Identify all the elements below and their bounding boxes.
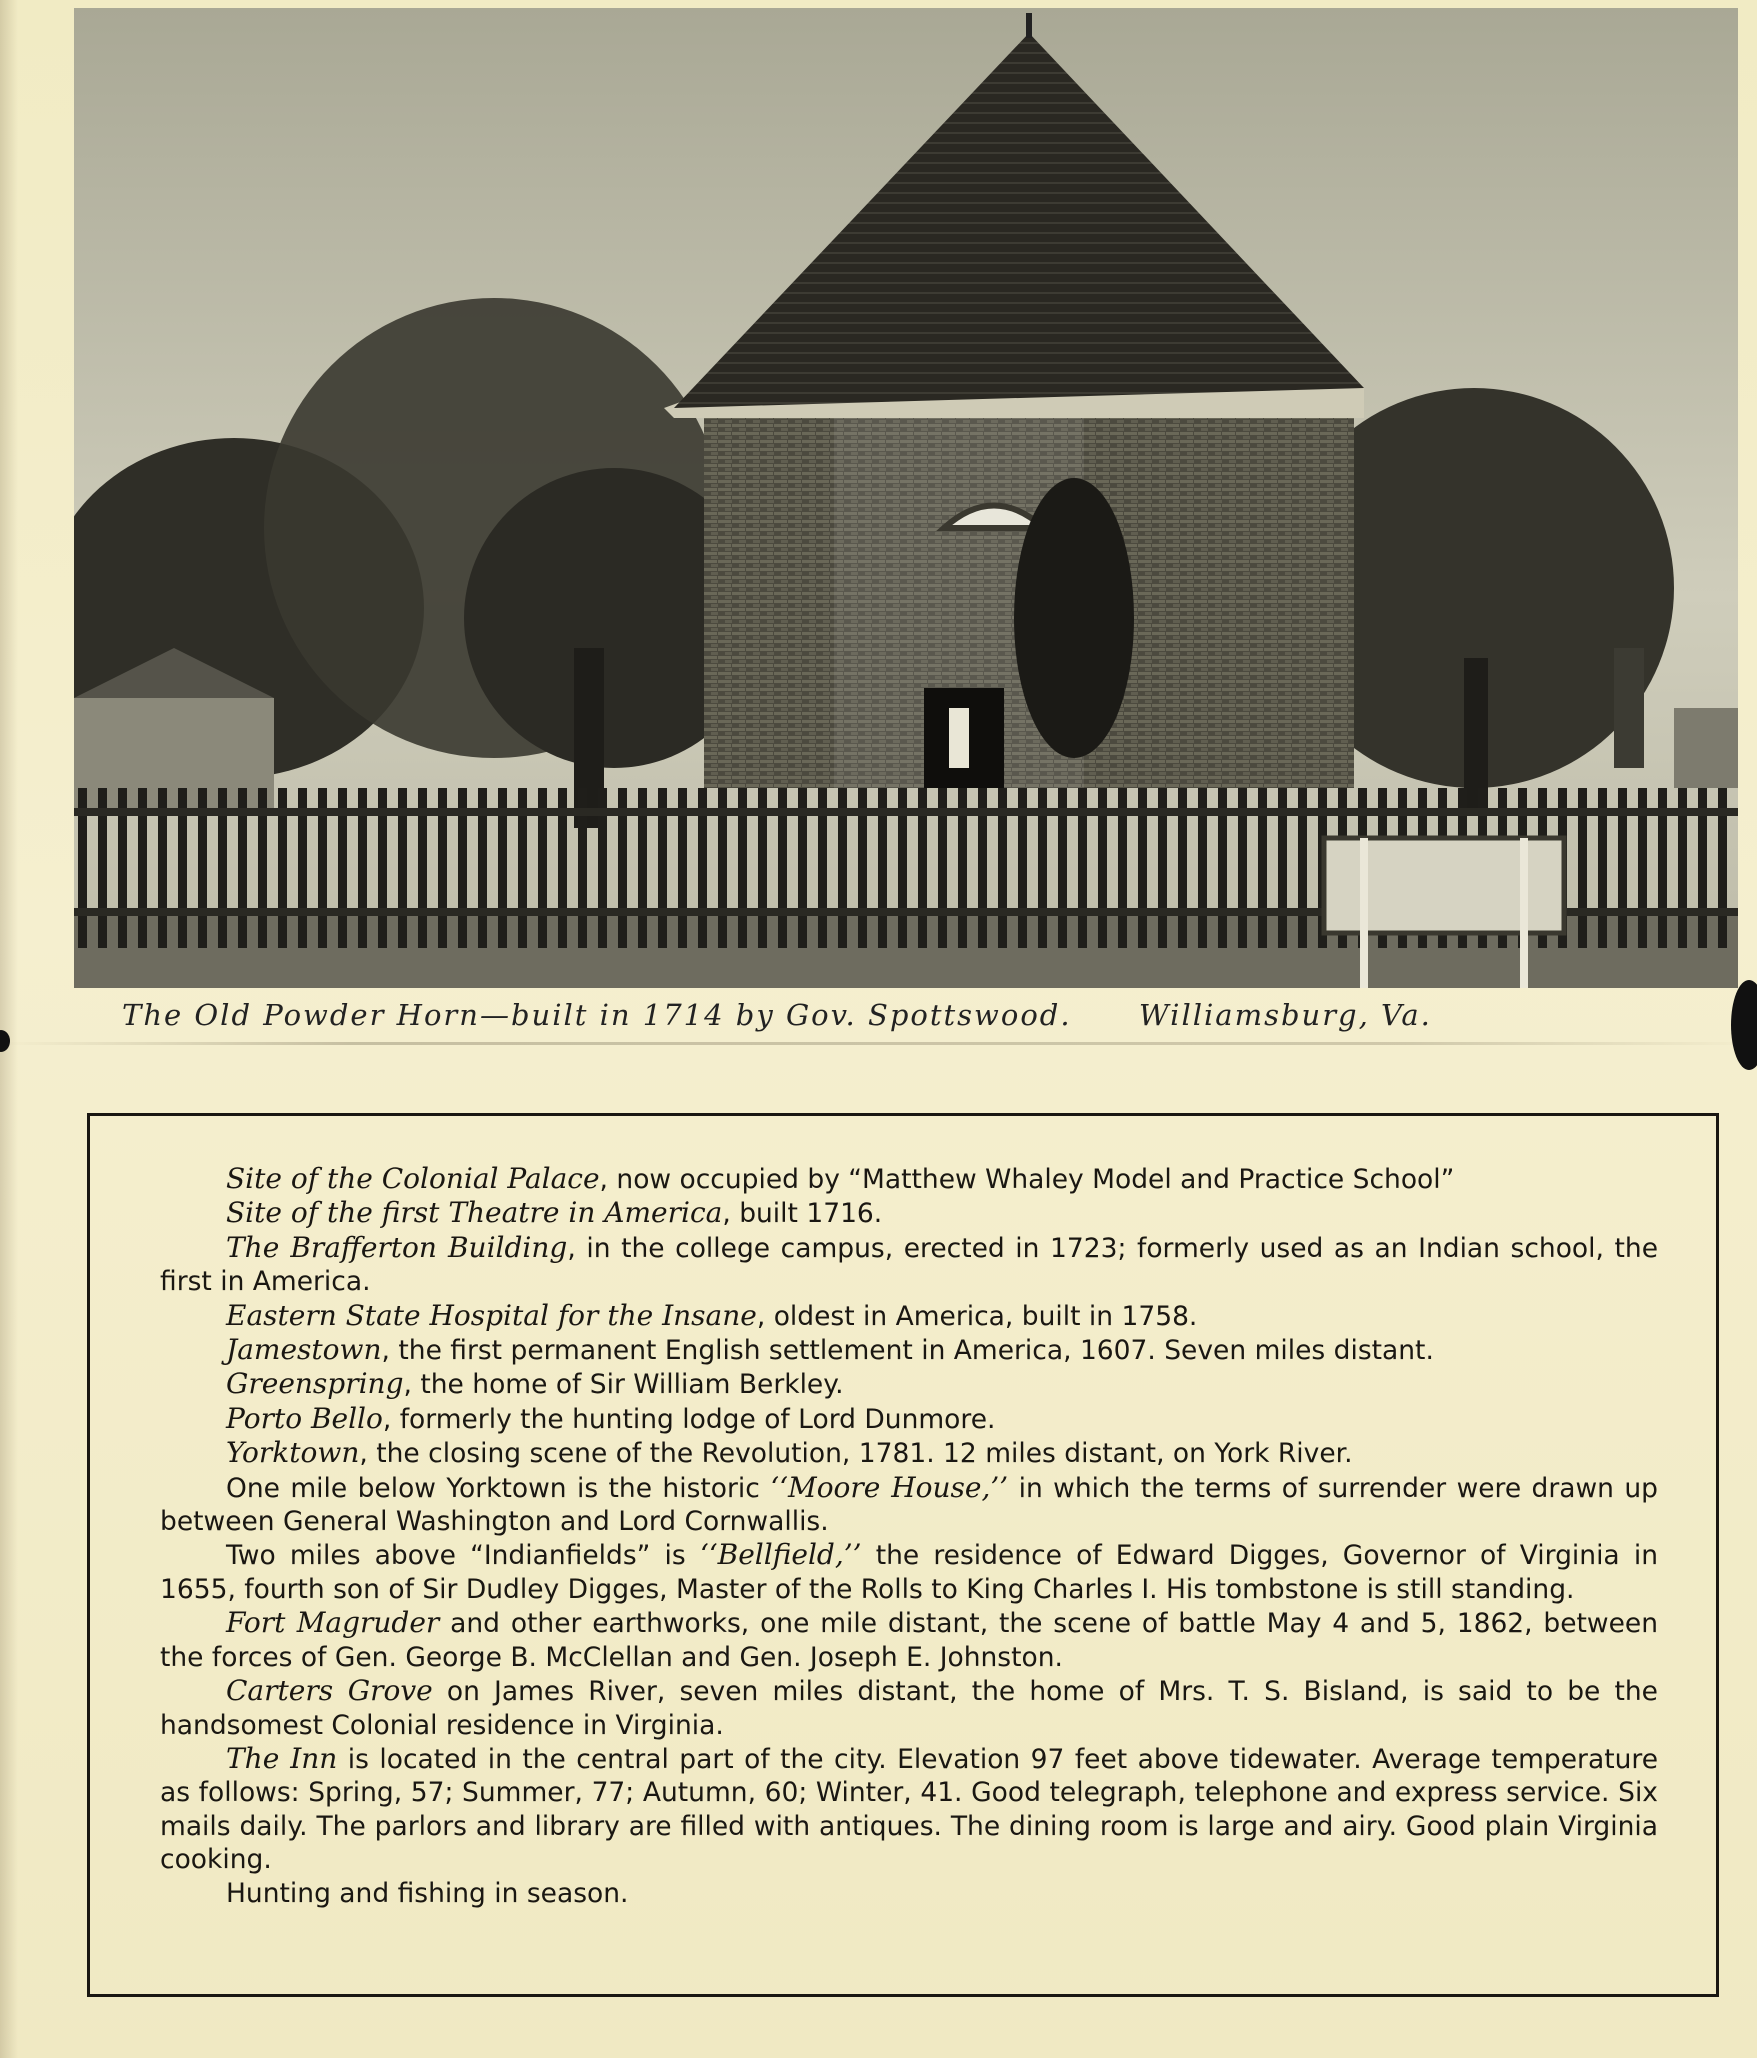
entry-text: , the first permanent English settlement in America, 1607. Seven miles distant. (381, 1335, 1434, 1367)
fold-line (0, 1042, 1757, 1045)
entry-eastern-state-hospital (160, 1299, 1658, 1333)
entry-title: Site of the Colonial Palace (226, 1162, 600, 1195)
text-box (87, 1113, 1719, 1997)
entry-text: , the home of Sir William Berkley. (403, 1369, 844, 1401)
entry-text: on James River, seven miles distant, the home of Mrs. T. S. Bisland, is said to be the handsomest Colonial residence in Virginia. (160, 1676, 1658, 1741)
page-edge-shadow (0, 0, 18, 2058)
entry-the-inn (160, 1742, 1658, 1877)
entry-colonial-palace (160, 1162, 1658, 1196)
entry-text: and other earthworks, one mile distant, the scene of battle May 4 and 5, 1862, between the forces of Gen. George B. McClellan and Gen. Joseph E. Johnston. (160, 1608, 1659, 1673)
entry-text: , formerly the hunting lodge of Lord Dunmore. (382, 1403, 996, 1435)
entry-fort-magruder (160, 1606, 1658, 1674)
entry-text: , oldest in America, built in 1758. (756, 1300, 1198, 1332)
entry-first-theatre (160, 1196, 1658, 1230)
powder-horn-illustration (74, 8, 1738, 988)
entry-carters-grove (160, 1674, 1658, 1742)
entry-title: The Brafferton Building (226, 1230, 568, 1264)
entry-text: , in the college campus, erected in 1723; formerly used as an Indian school, the first in America. (160, 1232, 1658, 1298)
entry-title: Eastern State Hospital for the Insane (226, 1298, 757, 1332)
entry-text: Hunting and fishing in season. (226, 1877, 629, 1909)
entry-lead: One mile below Yorktown is the historic (226, 1472, 771, 1504)
entry-text: , now occupied by “Matthew Whaley Model and Practice School” (599, 1164, 1455, 1195)
entry-title: Yorktown (226, 1436, 360, 1470)
entry-yorktown (160, 1436, 1658, 1470)
entry-title: Site of the first Theatre in America (226, 1196, 723, 1230)
entry-text: the residence of Edward Digges, Governor of Virginia in 1655, fourth son of Sir Dudley Digges, Master of the Rolls to King Charles I. His tombstone is still standing. (160, 1540, 1658, 1605)
entry-title: Greenspring (226, 1367, 404, 1401)
entry-title: Fort Magruder (226, 1606, 440, 1640)
entry-hunting-fishing (160, 1877, 1658, 1910)
entry-greenspring (160, 1367, 1658, 1401)
entry-title: ‘‘Moore House,’’ (770, 1470, 1009, 1504)
photo-caption: The Old Powder Horn—built in 1714 by Gov. Spottswood. Williamsburg, Va. (122, 998, 1432, 1032)
powder-horn-photo (74, 8, 1738, 988)
entry-text: in which the terms of surrender were drawn up between General Washington and Lord Cornwallis. (160, 1472, 1658, 1538)
entry-title: Porto Bello (226, 1401, 383, 1435)
entry-text: , the closing scene of the Revolution, 1781. 12 miles distant, on York River. (359, 1438, 1353, 1470)
entry-moore-house (160, 1471, 1658, 1539)
entry-bellfield (160, 1538, 1658, 1606)
entry-jamestown (160, 1333, 1658, 1367)
entry-title: Jamestown (226, 1333, 382, 1367)
entry-lead: Two miles above “Indianfields” is (226, 1540, 700, 1572)
entry-text: is located in the central part of the city. Elevation 97 feet above tidewater. Average temperature as follows: Spring, 57; Summer, 77; Autumn, 60; Winter, 41. Good telegraph, telephone and express service. Six mails daily. The parlors and library are filled with antiques. The dining room is large and airy. Good plain Virginia cooking. (160, 1743, 1658, 1876)
entry-text: , built 1716. (722, 1198, 883, 1230)
entry-porto-bello (160, 1402, 1658, 1436)
entry-title: Carters Grove (226, 1674, 433, 1708)
entry-brafferton (160, 1231, 1658, 1299)
entry-title: ‘‘Bellfield,’’ (699, 1538, 862, 1572)
entry-title: The Inn (226, 1741, 338, 1775)
